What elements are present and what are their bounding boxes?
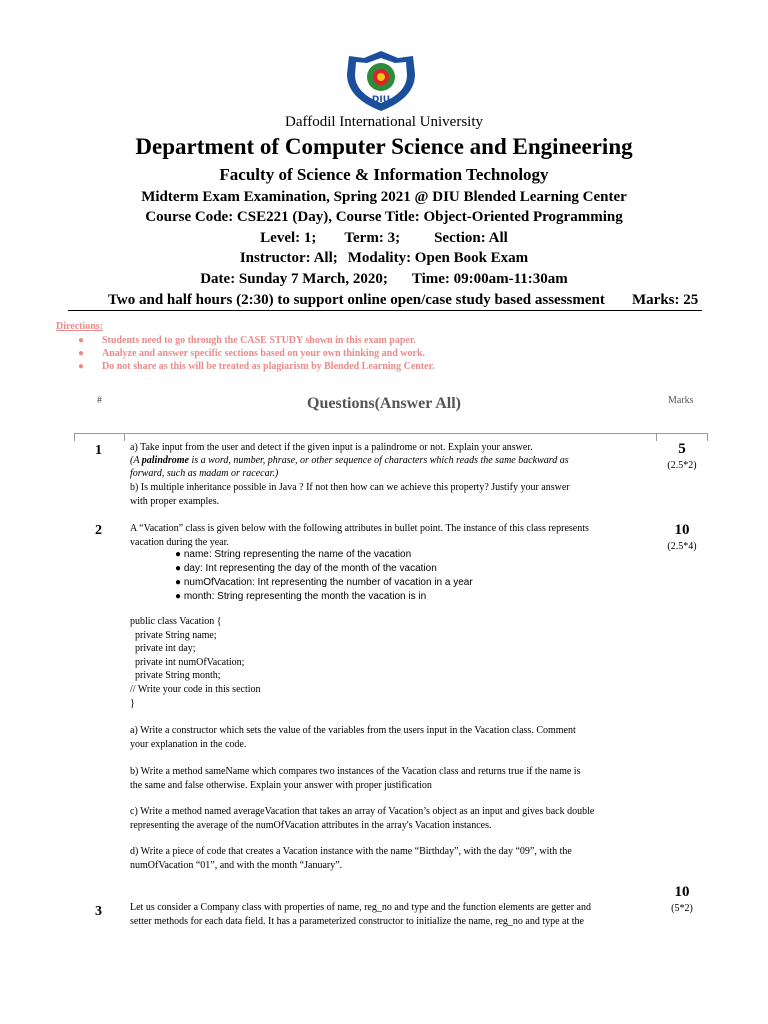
table-tick [74, 433, 75, 441]
instructor: Instructor: All; [239, 250, 338, 266]
exam-time: Time: 09:00am-11:30am [411, 271, 568, 287]
university-name: Daffodil International University [284, 114, 483, 130]
question-marks: 10 [674, 884, 690, 900]
question-marks-breakdown: (5*2) [671, 903, 693, 914]
q2-part-c-cont: representing the average of the numOfVacation attributes in the array's Vacation instances. [130, 820, 492, 831]
question-marks-breakdown: (2.5*2) [667, 460, 697, 471]
q2-code-comment: // Write your code in this section [130, 684, 261, 695]
q2-attribute-item: ● day: Int representing the day of the month of the vacation [175, 563, 437, 574]
university-logo [343, 50, 419, 112]
q3-text: Let us consider a Company class with properties of name, reg_no and type and the function elements are getter and [130, 902, 591, 913]
bullet-icon: ● [78, 348, 85, 359]
column-number-header: # [97, 395, 102, 406]
q2-part-b-cont: the same and false otherwise. Explain your answer with proper justification [130, 780, 432, 791]
table-tick [124, 433, 125, 441]
questions-header: Questions(Answer All) [307, 395, 461, 412]
marks-header: Marks [668, 395, 694, 406]
q1-definition: (A palindrome is a word, number, phrase, or other sequence of characters which reads the same backward as [130, 455, 569, 466]
directions-title: Directions: [56, 321, 104, 332]
exam-line: Midterm Exam Examination, Spring 2021 @ DIU Blended Learning Center [141, 189, 627, 205]
faculty-title: Faculty of Science & Information Technology [219, 165, 549, 184]
table-top-border [74, 433, 708, 434]
term: Term: 3; [344, 230, 401, 246]
q2-code-line: private int day; [130, 643, 196, 654]
logo-text: DIU [371, 95, 391, 105]
q1-part-b-cont: with proper examples. [130, 496, 220, 507]
q3-text-cont: setter methods for each data field. It has a parameterized constructor to initialize the name, reg_no and type at the [130, 916, 584, 927]
question-marks-breakdown: (2.5*4) [667, 541, 697, 552]
question-number: 1 [95, 443, 102, 458]
level-term-section-line [0, 230, 768, 247]
table-tick [707, 433, 708, 441]
direction-item: ● Analyze and answer specific sections based on your own thinking and work. [78, 348, 426, 359]
q2-code-line: private int numOfVacation; [130, 657, 245, 668]
q1-part-b: b) Is multiple inheritance possible in Java ? If not then how can we achieve this property? Justify your answer [130, 482, 570, 493]
date-time-line [0, 271, 768, 288]
total-marks: Marks: 25 [632, 292, 699, 308]
level: Level: 1; [260, 230, 317, 246]
duration-text: Two and half hours (2:30) to support online open/case study based assessment [108, 292, 605, 308]
q2-code-line: } [130, 698, 135, 709]
q2-attribute-item: ● name: String representing the name of the vacation [175, 549, 412, 560]
exam-date: Date: Sunday 7 March, 2020; [200, 271, 388, 287]
q2-part-a-cont: your explanation in the code. [130, 739, 247, 750]
q2-intro-cont: vacation during the year. [130, 537, 229, 548]
question-marks: 5 [678, 441, 686, 457]
modality: Modality: Open Book Exam [347, 250, 529, 266]
q1-definition-cont: forward, such as madam or racecar.) [130, 468, 279, 479]
q2-attribute-item: ● month: String representing the month the vacation is in [175, 591, 427, 602]
q2-code-line: public class Vacation { [130, 616, 222, 627]
bullet-icon: ● [78, 361, 85, 372]
q2-part-d-cont: numOfVacation “01”, and with the month “January”. [130, 860, 343, 871]
question-marks: 10 [674, 522, 690, 538]
question-number: 3 [95, 904, 102, 919]
section: Section: All [434, 230, 508, 246]
department-title: Department of Computer Science and Engineering [135, 134, 633, 159]
instructor-line [0, 250, 768, 267]
q1-part-a: a) Take input from the user and detect if the given input is a palindrome or not. Explain your answer. [130, 442, 533, 453]
q2-intro: A “Vacation” class is given below with the following attributes in bullet point. The instance of this class represents [130, 523, 589, 534]
q2-part-b: b) Write a method sameName which compares two instances of the Vacation class and returns true if the name is [130, 766, 581, 777]
q2-attribute-item: ● numOfVacation: Int representing the number of vacation in a year [175, 577, 473, 588]
q2-code-line: private String month; [130, 670, 221, 681]
q2-part-d: d) Write a piece of code that creates a Vacation instance with the name “Birthday”, with the day “09”, with the [130, 846, 572, 857]
question-number: 2 [95, 523, 102, 538]
header-divider [68, 310, 702, 311]
q2-part-c: c) Write a method named averageVacation that takes an array of Vacation’s object as an input and gives back double [130, 806, 595, 817]
course-line: Course Code: CSE221 (Day), Course Title: Object-Oriented Programming [145, 209, 623, 225]
bullet-icon: ● [78, 335, 85, 346]
q2-code-line: private String name; [130, 630, 217, 641]
table-tick [656, 433, 657, 441]
direction-item: ● Do not share as this will be treated as plagiarism by Blended Learning Center. [78, 361, 435, 372]
direction-item: ● Students need to go through the CASE STUDY shown in this exam paper. [78, 335, 416, 346]
q2-part-a: a) Write a constructor which sets the value of the variables from the users input in the Vacation class. Comment [130, 725, 576, 736]
